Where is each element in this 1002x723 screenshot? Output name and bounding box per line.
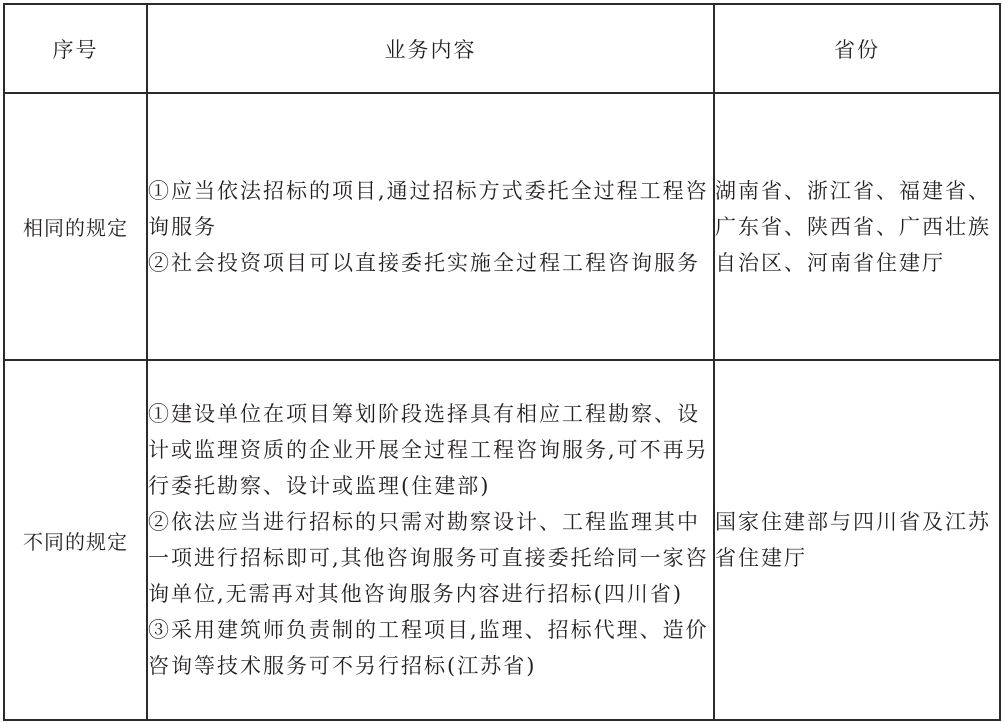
table-row xyxy=(4,93,1000,360)
content-item: ②依法应当进行招标的只需对勘察设计、工程监理其中一项进行招标即可,其他咨询服务可直接委托给同一家咨询单位,无需再对其他咨询服务内容进行招标(四川省) xyxy=(148,510,709,606)
province-text: 湖南省、浙江省、福建省、广东省、陕西省、广西壮族自治区、河南省住建厅 xyxy=(715,178,991,275)
content-item: ①建设单位在项目筹划阶段选择具有相应工程勘察、设计或监理资质的企业开展全过程工程咨询服务,可不再另行委托勘察、设计或监理(住建部) xyxy=(148,402,709,498)
header-serial: 序号 xyxy=(4,4,147,93)
table-row xyxy=(4,360,1000,720)
content-cell-same xyxy=(147,93,714,360)
regulation-table xyxy=(3,3,1001,721)
province-cell-same xyxy=(714,93,1000,360)
row-label-different: 不同的规定 xyxy=(4,360,147,720)
table-header-row xyxy=(4,4,1000,93)
header-business-content: 业务内容 xyxy=(147,4,714,93)
content-item: ③采用建筑师负责制的工程项目,监理、招标代理、造价咨询等技术服务可不另行招标(江苏省) xyxy=(148,618,709,678)
province-text: 国家住建部与四川省及江苏省住建厅 xyxy=(715,510,991,570)
province-cell-different xyxy=(714,360,1000,720)
row-label-same: 相同的规定 xyxy=(4,93,147,360)
content-item: ②社会投资项目可以直接委托实施全过程工程咨询服务 xyxy=(148,250,700,275)
header-province: 省份 xyxy=(714,4,1000,93)
content-item: ①应当依法招标的项目,通过招标方式委托全过程工程咨询服务 xyxy=(148,178,709,239)
content-cell-different xyxy=(147,360,714,720)
